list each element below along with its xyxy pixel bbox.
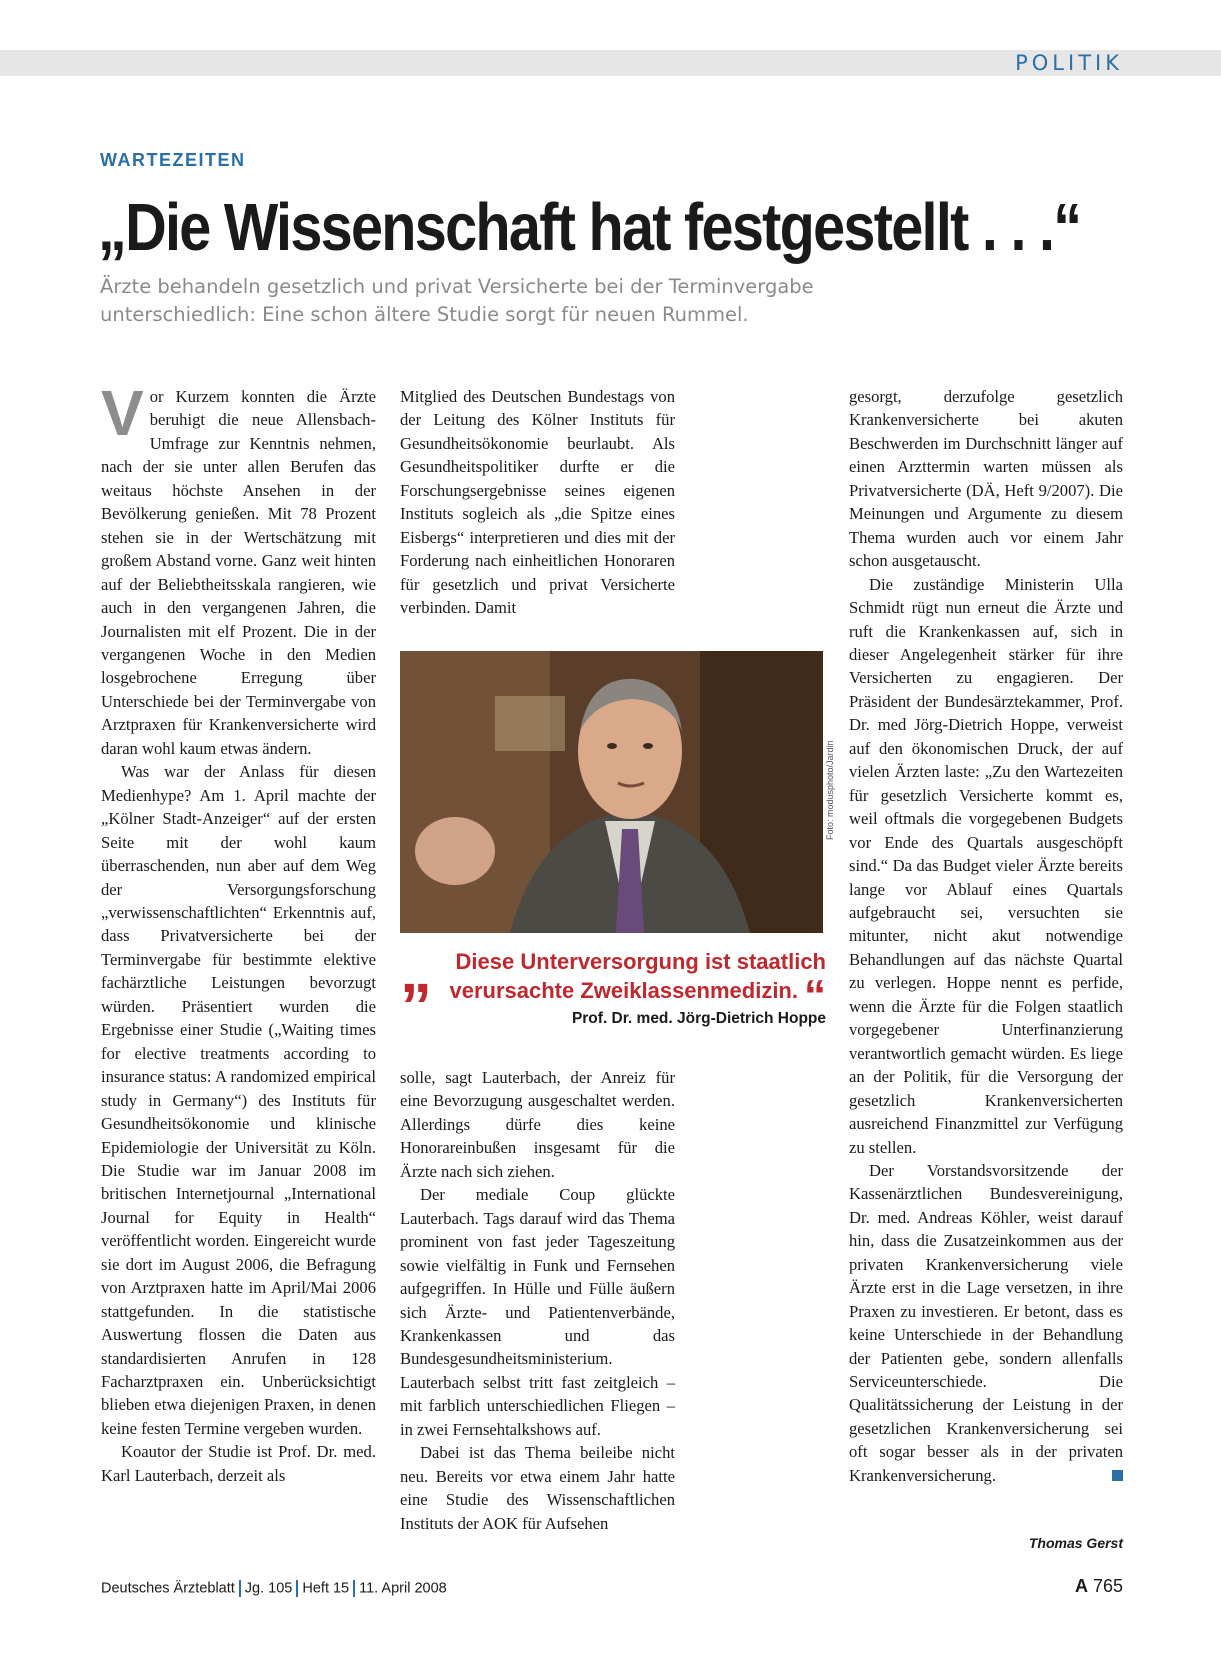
- issue: Heft 15: [302, 1580, 350, 1597]
- paragraph: Vor Kurzem konnten die Ärzte beruhigt die neue Allensbach-Umfrage zur Kenntnis nehmen, nach der sie unter allen Berufen das weitaus höchste Ansehen in der Bevölkerung genießen. Mit 78 Prozent stehen sie in der Wertschätzung mit großem Abstand vorne. Ganz weit hinten auf der Beliebtheitsskala rangieren, wie auch in den vergangenen Jahren, die Journalisten mit elf Prozent. Die in der vergangenen Woche in den Medien losgebrochene Erregung über Unterschiede bei der Terminvergabe von Arztpraxen für Krankenversicherte wird daran wohl kaum etwas ändern.: [101, 377, 376, 758]
- quote-open-mark: „: [400, 934, 432, 1006]
- paragraph: Die zuständige Ministerin Ulla Schmidt rügt nun erneut die Ärzte und ruft die Krankenkassen auf, sich in dieser Angelegenheit stärker für ihre Versicherten zu engagieren. Der Präsident der Bundesärztekammer, Prof. Dr. med Jörg-Dietrich Hoppe, verweist auf den ökonomischen Druck, der auf vielen Ärzten laste: „Zu den Wartezeiten für gesetzlich Versicherte kommt es, weil oftmals die vorgegebenen Budgets vor Ende des Quartals ausgeschöpft sind.“ Da das Budget vieler Ärzte bereits lange vor Ablauf eines Quartals aufgebraucht sei, versuchten sie mitunter, nicht akut notwendige Behandlungen auf das nächste Quartal zu verlegen. Hoppe nennt es perfide, wenn die Ärzte für die Folgen staatlich vorgegebener Unterfinanzierung verantwortlich gemacht würden. Es liege an der Politik, für die Versorgung der gesetzlich Krankenversicherten ausreichend Finanzmittel zur Verfügung zu stellen.: [849, 574, 1123, 1157]
- paragraph: Mitglied des Deutschen Bundestags von der Leitung des Kölner Instituts für Gesundheitsökonomie beurlaubt. Als Gesundheitspolitiker durfte er die Forschungsergebnisse seines eigenen Instituts sogleich als „die Spitze eines Eisbergs“ interpretieren und dies mit der Forderung nach einheitlichen Honoraren für gesetzlich und privat Versicherte verbinden. Damit: [400, 387, 675, 618]
- page-number: A 765: [1074, 1576, 1123, 1596]
- portrait-photo: [400, 651, 823, 933]
- paragraph: Was war der Anlass für diesen Medienhype? Am 1. April machte der „Kölner Stadt-Anzeiger“ auf der ersten Seite mit der wohl kaum überraschenden, nun aber auf dem Weg der Versorgungsforschung „verwissenschaftlichten“ Erkenntnis auf, dass Privatversicherte bei der Terminvergabe für bestimmte elektive fachärztliche Leistungen bevorzugt würden. Präsentiert wurden die Ergebnisse einer Studie („Waiting times for elective treatments according to insurance status: A randomized empirical study in Germany“) des Instituts für Gesundheitsökonomie und klinische Epidemiologie der Universität zu Köln. Die Studie war im Januar 2008 im britischen Internetjournal „International Journal for Equity in Health“ veröffentlicht worden. Eingereicht wurde sie dort im August 2006, die Befragung von Arztpraxen hatte im April/Mai 2006 stattgefunden. In die statistische Auswertung flossen die Daten aus standardisierten Anrufen in 128 Facharztpraxen ein. Unberücksichtigt blieben etwa diejenigen Praxen, in denen keine festen Termine vergeben wurden.: [101, 762, 376, 1438]
- drop-cap: V: [101, 377, 144, 449]
- paragraph: Dabei ist das Thema beileibe nicht neu. Bereits vor etwa einem Jahr hatte eine Studie des Wissenschaftlichen Instituts der AOK für Aufsehen: [400, 1443, 675, 1533]
- portrait-illustration: [400, 651, 823, 933]
- headline: „Die Wissenschaft hat festgestellt . . .“: [98, 190, 1081, 265]
- column-3: [849, 385, 1123, 1487]
- subheadline: Ärzte behandeln gesetzlich und privat Versicherte bei der Terminvergabe unterschiedlich: Eine schon ältere Studie sorgt für neuen Rummel.: [100, 275, 814, 326]
- column-1: [101, 377, 376, 1487]
- footer-separator: [239, 1580, 241, 1597]
- footer: [101, 1580, 447, 1597]
- quote-close-mark: “: [804, 971, 826, 1020]
- paragraph: Der Vorstandsvorsitzende der Kassenärztlichen Bundesvereinigung, Dr. med. Andreas Köhler, weist darauf hin, dass die Zusatzeinkommen aus der privaten Krankenversicherung viele Ärzte erst in die Lage versetzen, in ihre Praxen zu investieren. Er betont, dass es keine Unterschiede in der Behandlung der Patienten gebe, sondern allenfalls Serviceunterschiede. Die Qualitätssicherung der Leistung in der gesetzlichen Krankenversicherung sei oft sogar besser als in der privaten Krankenversicherung.: [849, 1160, 1123, 1485]
- issue-date: 11. April 2008: [359, 1580, 447, 1597]
- photo-credit: Foto: modusphoto/Jardin: [825, 740, 835, 840]
- paragraph: Der mediale Coup glückte Lauterbach. Tags darauf wird das Thema prominent von fast jeder Tageszeitung sowie vielfältig in Funk und Fernsehen aufgegriffen. In Hülle und Fülle äußern sich Ärzte- und Patientenverbände, Krankenkassen und das Bundesgesundheitsministerium. Lauterbach selbst tritt fast zeitgleich – mit farblich unterschiedlichen Fliegen – in zwei Fernsehtalkshows auf.: [400, 1185, 675, 1439]
- column-2-top: [400, 385, 675, 620]
- kicker: WARTEZEITEN: [100, 150, 246, 170]
- footer-separator: [353, 1580, 355, 1597]
- section-label: POLITIK: [1015, 51, 1123, 75]
- paragraph: solle, sagt Lauterbach, der Anreiz für eine Bevorzugung ausgeschaltet werden. Allerdings dürfe dies keine Honorareinbußen insgesamt für die Ärzte nach sich ziehen.: [400, 1068, 675, 1181]
- footer-separator: [296, 1580, 298, 1597]
- column-2-bottom: [400, 1066, 675, 1535]
- paragraph: Koautor der Studie ist Prof. Dr. med. Karl Lauterbach, derzeit als: [101, 1442, 376, 1485]
- paragraph: gesorgt, derzufolge gesetzlich Krankenversicherte bei akuten Beschwerden im Durchschnitt länger auf einen Arzttermin warten müssen als Privatversicherte (DÄ, Heft 9/2007). Die Meinungen und Argumente zu diesem Thema wurden auch vor einem Jahr schon ausgetauscht.: [849, 387, 1123, 571]
- volume: Jg. 105: [244, 1580, 293, 1597]
- journal-name: Deutsches Ärzteblatt: [101, 1580, 235, 1597]
- pull-quote-author: Prof. Dr. med. Jörg-Dietrich Hoppe: [571, 1010, 826, 1027]
- end-mark-square: [1112, 1470, 1123, 1481]
- pull-quote-text: Diese Unterversorgung ist staatlich verursachte Zweiklassenmedizin. “: [449, 949, 826, 1020]
- article-author: Thomas Gerst: [1028, 1535, 1123, 1551]
